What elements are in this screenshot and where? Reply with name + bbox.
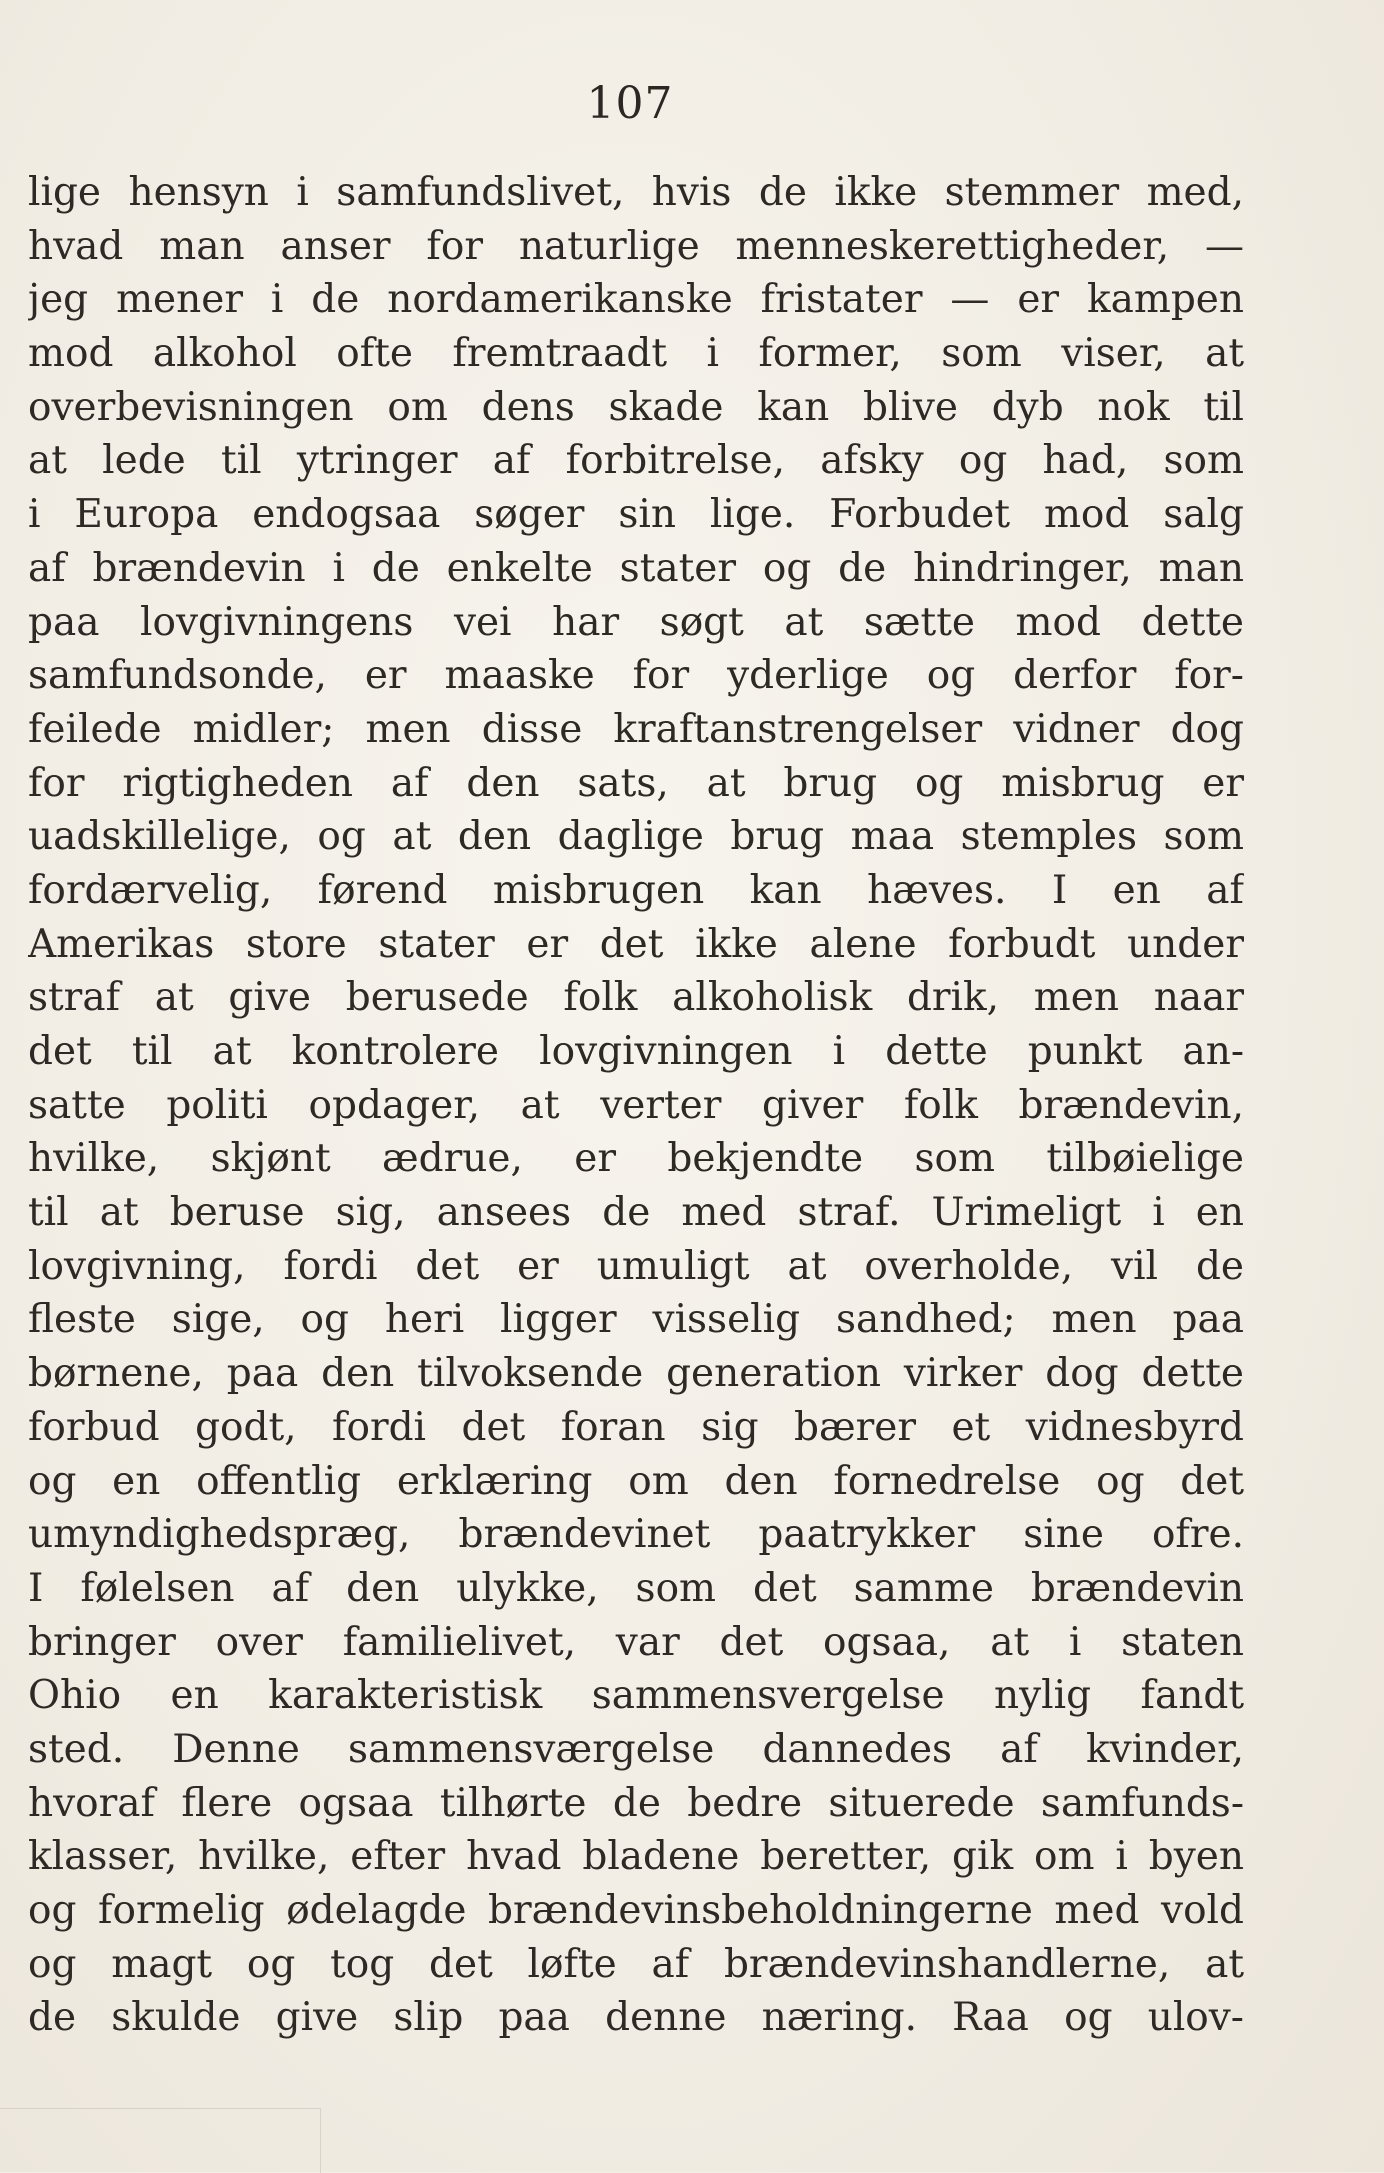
- text-line: at lede til ytringer af forbitrelse, afsky og had, som: [28, 438, 1244, 484]
- text-line: Ohio en karakteristisk sammensvergelse nylig fandt: [28, 1673, 1244, 1719]
- text-line: satte politi opdager, at verter giver folk brændevin,: [28, 1082, 1244, 1128]
- text-line: det til at kontrolere lovgivningen i dette punkt an-: [28, 1029, 1244, 1074]
- text-line: sted. Denne sammensværgelse dannedes af kvinder,: [28, 1726, 1244, 1772]
- text-line: hvad man anser for naturlige menneskerettigheder, —: [28, 223, 1244, 269]
- text-line: børnene, paa den tilvoksende generation virker dog dette: [28, 1351, 1244, 1397]
- text-line: klasser, hvilke, efter hvad bladene beretter, gik om i byen: [28, 1834, 1244, 1880]
- scan-edge-mark: [0, 2108, 321, 2173]
- text-line: I følelsen af den ulykke, som det samme brændevin: [28, 1565, 1244, 1611]
- text-line: og en offentlig erklæring om den fornedrelse og det: [28, 1458, 1244, 1504]
- page-number: 107: [586, 78, 674, 129]
- text-line: for rigtigheden af den sats, at brug og misbrug er: [28, 760, 1244, 806]
- text-line: umyndighedspræg, brændevinet paatrykker sine ofre.: [28, 1512, 1244, 1558]
- text-line: og formelig ødelagde brændevinsbeholdningerne med vold: [28, 1888, 1244, 1933]
- text-line: jeg mener i de nordamerikanske fristater — er kampen: [28, 277, 1244, 323]
- text-line: lovgivning, fordi det er umuligt at overholde, vil de: [28, 1243, 1244, 1289]
- text-line: straf at give berusede folk alkoholisk drik, men naar: [28, 975, 1244, 1021]
- text-line: til at beruse sig, ansees de med straf. Urimeligt i en: [28, 1190, 1244, 1236]
- text-line: og magt og tog det løfte af brændevinshandlerne, at: [28, 1941, 1244, 1987]
- text-line: i Europa endogsaa søger sin lige. Forbudet mod salg: [28, 492, 1244, 538]
- text-line: samfundsonde, er maaske for yderlige og derfor for-: [28, 653, 1244, 699]
- text-line: Amerikas store stater er det ikke alene forbudt under: [28, 921, 1244, 967]
- text-line: overbevisningen om dens skade kan blive dyb nok til: [28, 384, 1244, 430]
- text-line: hvilke, skjønt ædrue, er bekjendte som tilbøielige: [28, 1136, 1244, 1182]
- text-line: uadskillelige, og at den daglige brug maa stemples som: [28, 814, 1244, 860]
- body-text: [28, 166, 1244, 2045]
- text-line: hvoraf flere ogsaa tilhørte de bedre situerede samfunds-: [28, 1780, 1244, 1826]
- text-line: feilede midler; men disse kraftanstrengelser vidner dog: [28, 706, 1244, 752]
- text-line: fordærvelig, førend misbrugen kan hæves. I en af: [28, 867, 1244, 913]
- text-line: de skulde give slip paa denne næring. Raa og ulov-: [28, 1995, 1244, 2041]
- text-line: lige hensyn i samfundslivet, hvis de ikke stemmer med,: [28, 170, 1244, 215]
- text-line: af brændevin i de enkelte stater og de hindringer, man: [28, 545, 1244, 591]
- text-line: mod alkohol ofte fremtraadt i former, som viser, at: [28, 331, 1244, 377]
- text-line: bringer over familielivet, var det ogsaa, at i staten: [28, 1619, 1244, 1665]
- text-line: fleste sige, og heri ligger visselig sandhed; men paa: [28, 1297, 1244, 1343]
- text-line: forbud godt, fordi det foran sig bærer et vidnesbyrd: [28, 1404, 1244, 1450]
- text-line: paa lovgivningens vei har søgt at sætte mod dette: [28, 599, 1244, 645]
